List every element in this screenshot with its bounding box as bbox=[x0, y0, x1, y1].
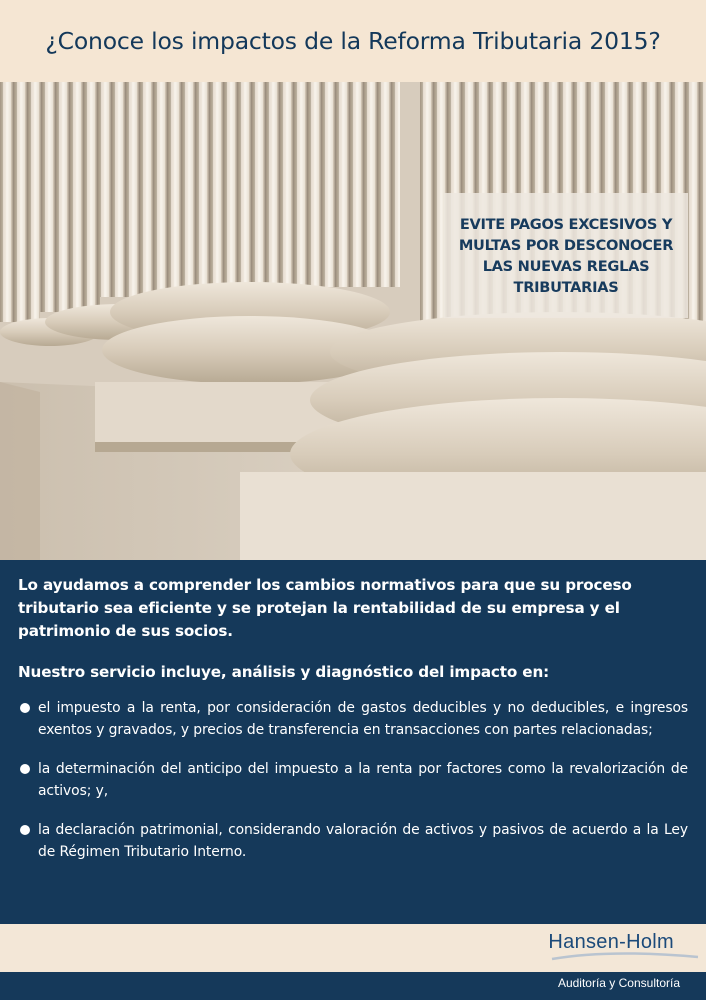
list-item-text: la declaración patrimonial, considerando valoración de activos y pasivos de acuerdo a la Ley de Régimen Tributario Interno. bbox=[38, 822, 688, 860]
services-heading: Nuestro servicio incluye, análisis y diagnóstico del impacto en: bbox=[18, 663, 550, 681]
list-item-text: la determinación del anticipo del impuesto a la renta por factores como la revalorización de activos; y, bbox=[38, 761, 688, 799]
swoosh-icon bbox=[550, 951, 700, 965]
bullet-icon bbox=[20, 764, 30, 774]
hero-image bbox=[0, 82, 706, 560]
callout-line: TRIBUTARIAS bbox=[513, 278, 619, 296]
content-panel bbox=[0, 560, 706, 924]
services-list bbox=[18, 697, 688, 863]
brand-name: Hansen-Holm bbox=[548, 931, 674, 953]
tagline: Auditoría y Consultoría bbox=[557, 976, 680, 990]
callout-line: MULTAS POR DESCONOCER bbox=[458, 236, 674, 254]
callout-text bbox=[459, 214, 673, 298]
classical-columns-photo-icon bbox=[0, 82, 706, 560]
hero-callout bbox=[444, 193, 688, 318]
brand-logo bbox=[548, 931, 674, 965]
bullet-icon bbox=[20, 825, 30, 835]
list-item bbox=[18, 697, 688, 741]
callout-line: LAS NUEVAS REGLAS bbox=[482, 257, 650, 275]
bullet-icon bbox=[20, 703, 30, 713]
list-item bbox=[18, 758, 688, 802]
intro-paragraph: Lo ayudamos a comprender los cambios normativos para que su proceso tributario sea eficiente y se protejan la rentabilidad de su empresa y el patrimonio de sus socios. bbox=[18, 576, 632, 640]
list-item bbox=[18, 819, 688, 863]
list-item-text: el impuesto a la renta, por consideración de gastos deducibles y no deducibles, e ingresos exentos y gravados, y precios de transferencia en transacciones con partes relacionadas; bbox=[38, 700, 688, 738]
page-title: ¿Conoce los impactos de la Reforma Tributaria 2015? bbox=[45, 27, 661, 55]
callout-line: EVITE PAGOS EXCESIVOS Y bbox=[459, 215, 673, 233]
page-header bbox=[0, 0, 706, 82]
